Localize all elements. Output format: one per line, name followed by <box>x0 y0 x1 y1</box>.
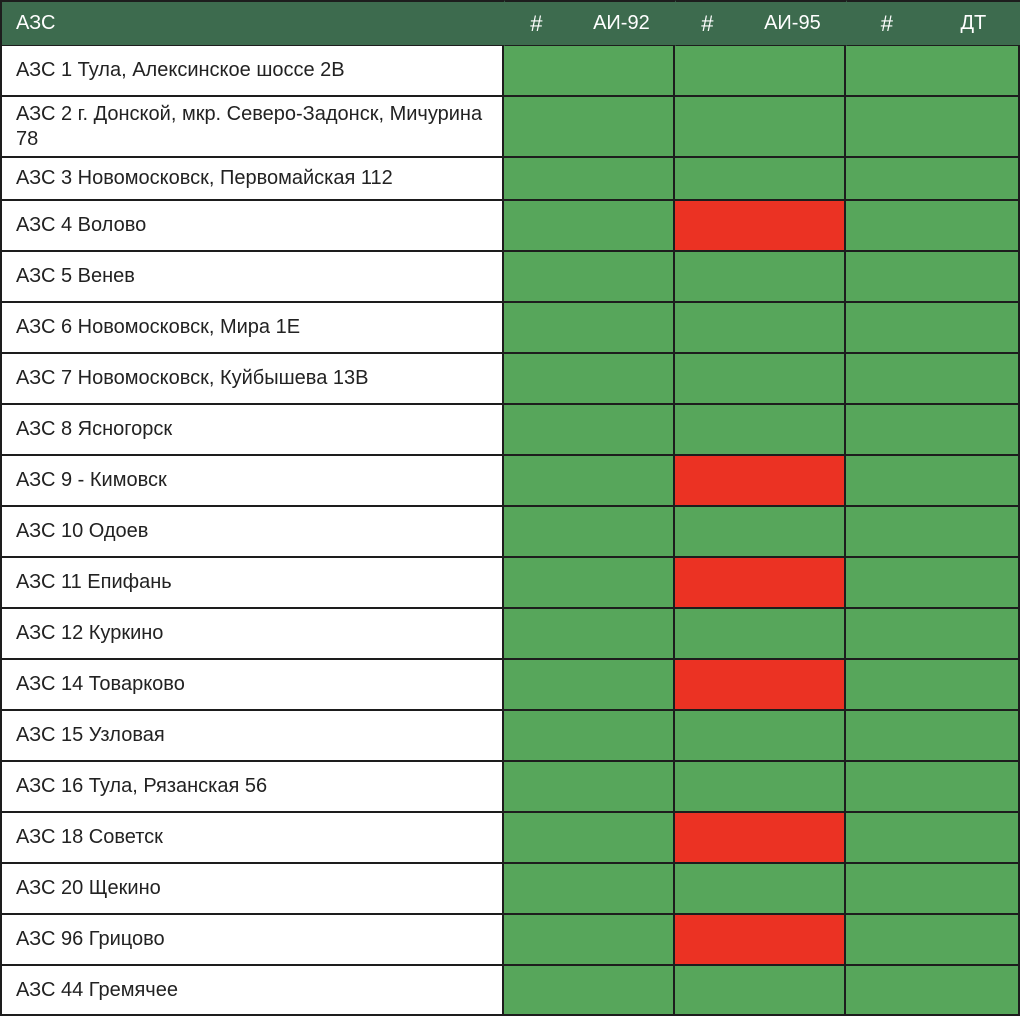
station-name-cell <box>0 405 504 456</box>
station-name: АЗС 6 Новомосковск, Мира 1Е <box>16 316 301 338</box>
header-fuel-ai95 <box>675 0 846 46</box>
status-cell-ai92-available <box>504 201 675 252</box>
station-name: АЗС 5 Венев <box>16 265 135 287</box>
station-name: АЗС 16 Тула, Рязанская 56 <box>16 775 268 797</box>
station-name-cell <box>0 97 504 158</box>
status-cell-ai95-available <box>675 966 846 1016</box>
station-name-cell <box>0 558 504 609</box>
status-cell-ai92-available <box>504 609 675 660</box>
status-cell-dt-available <box>846 813 1020 864</box>
status-cell-dt-available <box>846 456 1020 507</box>
status-cell-ai95-unavailable <box>675 813 846 864</box>
status-cell-dt-available <box>846 711 1020 762</box>
status-cell-ai92-available <box>504 158 675 201</box>
station-name: АЗС 18 Советск <box>16 826 163 848</box>
header-station-label: АЗС <box>16 12 56 34</box>
status-cell-dt-available <box>846 158 1020 201</box>
header-hash-dt: # <box>880 10 893 36</box>
status-cell-ai95-available <box>675 609 846 660</box>
status-cell-ai92-available <box>504 252 675 303</box>
status-cell-ai92-available <box>504 966 675 1016</box>
status-cell-dt-available <box>846 915 1020 966</box>
status-cell-ai92-available <box>504 46 675 97</box>
status-cell-dt-available <box>846 201 1020 252</box>
station-name: АЗС 7 Новомосковск, Куйбышева 13В <box>16 367 369 389</box>
station-name: АЗС 15 Узловая <box>16 724 165 746</box>
station-name: АЗС 10 Одоев <box>16 520 149 542</box>
station-name-cell <box>0 609 504 660</box>
status-cell-ai95-unavailable <box>675 915 846 966</box>
station-name: АЗС 96 Грицово <box>16 928 165 950</box>
station-name: АЗС 12 Куркино <box>16 622 164 644</box>
station-name-cell <box>0 158 504 201</box>
station-name-cell <box>0 762 504 813</box>
header-hash-ai95: # <box>701 10 714 36</box>
station-name-cell <box>0 252 504 303</box>
station-name: АЗС 14 Товарково <box>16 673 185 695</box>
status-cell-ai92-available <box>504 711 675 762</box>
header-fuel-ai92 <box>504 0 675 46</box>
status-cell-ai95-available <box>675 158 846 201</box>
status-cell-dt-available <box>846 252 1020 303</box>
station-name: АЗС 44 Гремячее <box>16 978 178 1001</box>
status-cell-dt-available <box>846 97 1020 158</box>
status-cell-ai95-available <box>675 303 846 354</box>
station-name-cell <box>0 915 504 966</box>
station-name: АЗС 3 Новомосковск, Первомайская 112 <box>16 167 393 189</box>
station-name-cell <box>0 864 504 915</box>
status-cell-ai92-available <box>504 864 675 915</box>
status-cell-dt-available <box>846 609 1020 660</box>
station-name-cell <box>0 201 504 252</box>
header-station-column <box>0 0 504 46</box>
status-cell-ai95-available <box>675 354 846 405</box>
status-cell-dt-available <box>846 405 1020 456</box>
station-name-cell <box>0 303 504 354</box>
status-cell-ai95-available <box>675 405 846 456</box>
status-cell-dt-available <box>846 762 1020 813</box>
status-cell-dt-available <box>846 558 1020 609</box>
status-cell-ai92-available <box>504 813 675 864</box>
status-cell-ai95-available <box>675 762 846 813</box>
status-cell-ai95-available <box>675 252 846 303</box>
status-cell-ai95-unavailable <box>675 558 846 609</box>
status-cell-ai92-available <box>504 762 675 813</box>
header-label-dt: ДТ <box>960 12 987 34</box>
header-hash-ai92: # <box>530 10 543 36</box>
status-cell-dt-available <box>846 303 1020 354</box>
status-cell-ai92-available <box>504 303 675 354</box>
status-cell-ai92-available <box>504 97 675 158</box>
station-name-cell <box>0 46 504 97</box>
station-name: АЗС 4 Волово <box>16 214 147 236</box>
station-name-cell <box>0 456 504 507</box>
status-cell-dt-available <box>846 966 1020 1016</box>
status-cell-ai92-available <box>504 915 675 966</box>
status-cell-dt-available <box>846 46 1020 97</box>
station-name: АЗС 9 - Кимовск <box>16 469 167 491</box>
status-cell-ai92-available <box>504 558 675 609</box>
status-cell-ai95-unavailable <box>675 456 846 507</box>
status-cell-ai95-available <box>675 46 846 97</box>
status-cell-dt-available <box>846 864 1020 915</box>
station-name-cell <box>0 966 504 1016</box>
station-name: АЗС 8 Ясногорск <box>16 418 173 440</box>
station-name: АЗС 1 Тула, Алексинское шоссе 2В <box>16 59 345 81</box>
status-cell-ai92-available <box>504 660 675 711</box>
header-label-ai92: АИ-92 <box>593 12 650 34</box>
status-cell-ai92-available <box>504 456 675 507</box>
station-name-cell <box>0 660 504 711</box>
status-cell-ai95-available <box>675 97 846 158</box>
station-name-cell <box>0 711 504 762</box>
status-cell-dt-available <box>846 507 1020 558</box>
station-name: АЗС 11 Епифань <box>16 571 172 593</box>
status-cell-ai92-available <box>504 354 675 405</box>
station-name: АЗС 2 г. Донской, мкр. Северо-Задонск, Мичурина 78 <box>16 102 483 150</box>
status-cell-ai95-available <box>675 864 846 915</box>
status-cell-ai92-available <box>504 507 675 558</box>
status-cell-ai95-unavailable <box>675 201 846 252</box>
status-cell-dt-available <box>846 660 1020 711</box>
header-fuel-dt <box>846 0 1020 46</box>
status-cell-ai95-unavailable <box>675 660 846 711</box>
status-cell-ai95-available <box>675 711 846 762</box>
header-label-ai95: АИ-95 <box>764 12 821 34</box>
station-name: АЗС 20 Щекино <box>16 877 161 899</box>
station-name-cell <box>0 507 504 558</box>
status-cell-dt-available <box>846 354 1020 405</box>
status-cell-ai92-available <box>504 405 675 456</box>
station-name-cell <box>0 354 504 405</box>
station-name-cell <box>0 813 504 864</box>
status-cell-ai95-available <box>675 507 846 558</box>
